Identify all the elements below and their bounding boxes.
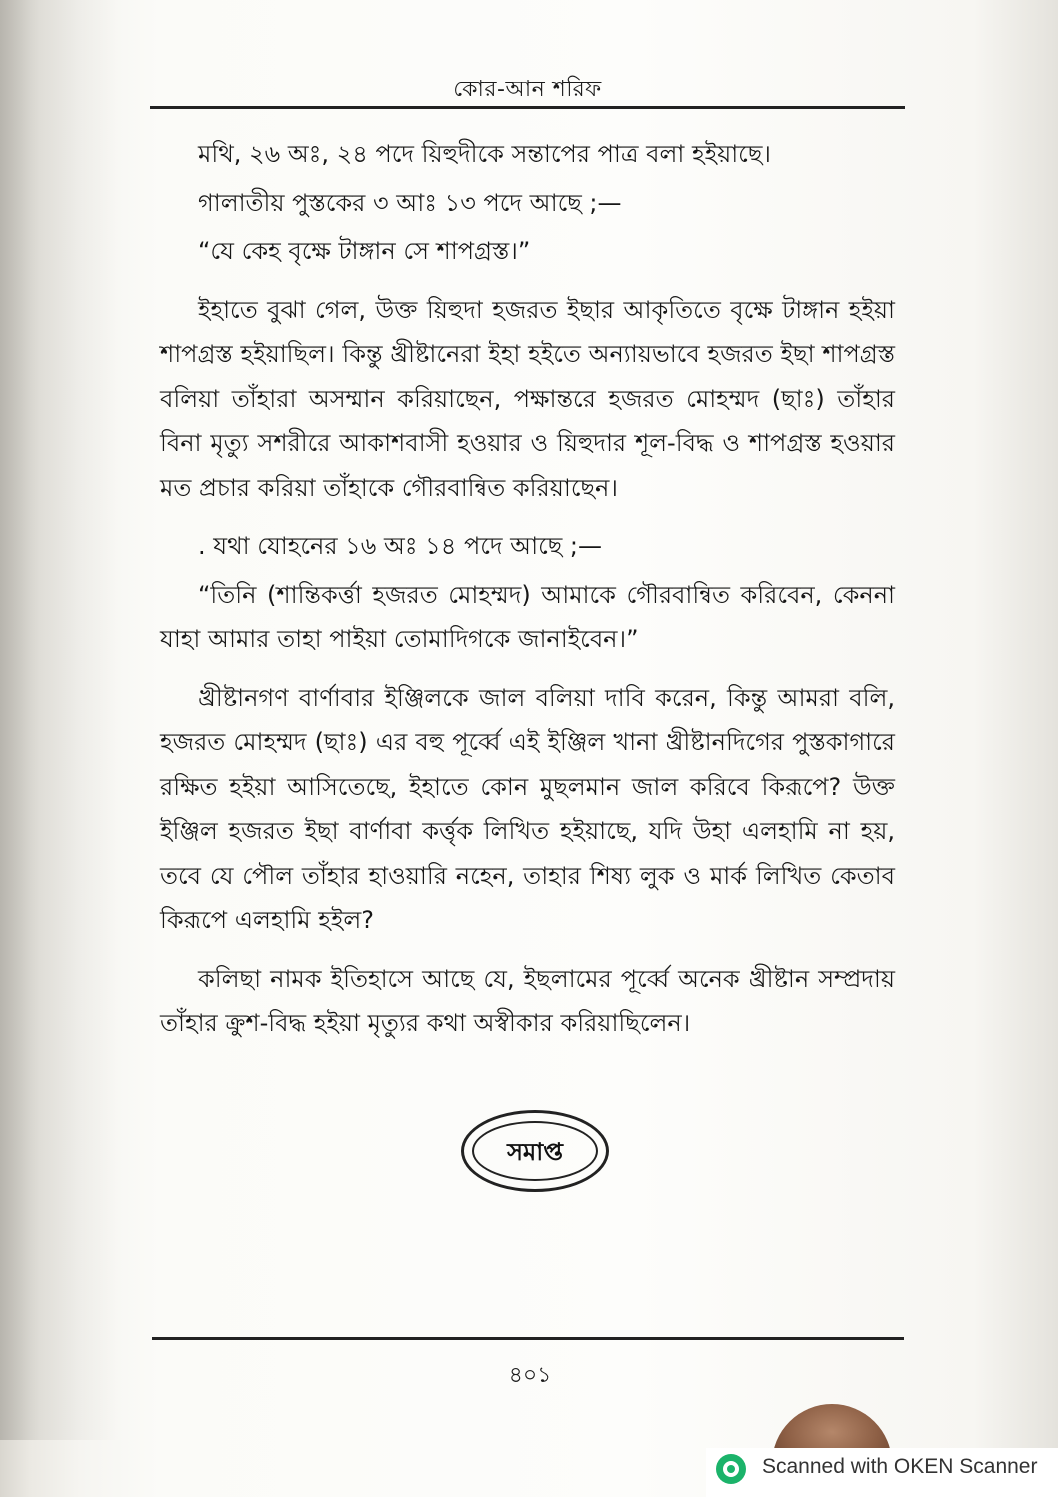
footer-rule: [152, 1337, 904, 1340]
paragraph-quote-1: “যে কেহ বৃক্ষে টাঙ্গান সে শাপগ্রস্ত।”: [198, 237, 531, 265]
end-label: সমাপ্ত: [507, 1138, 563, 1166]
paragraph-5: খ্রীষ্টানগণ বার্ণাবার ইঞ্জিলকে জাল বলিয়া দাবি করেন, কিন্তু আমরা বলি, হজরত মোহম্মদ (ছাঃ) এর বহু পূর্ব্বে এই ইঞ্জিল খানা খ্রীষ্টানদিগের পুস্তকাগারে রক্ষিত হইয়া আসিতেছে, ইহাতে কোন মুছলমান জাল করিবে কিরূপে? উক্ত ইঞ্জিল হজরত ইছা বার্ণাবা কর্ত্তৃক লিখিত হইয়াছে, যদি উহা এলহামি না হয়, তবে যে পৌল তাঁহার হাওয়ারি নহেন, তাহার শিষ্য লুক ও মার্ক লিখিত কেতাব কিরূপে এলহামি হইল?: [160, 683, 895, 934]
paragraph-1: মথি, ২৬ অঃ, ২৪ পদে য়িহুদীকে সন্তাপের পাত্র বলা হইয়াছে।: [198, 140, 771, 168]
paragraph-3: ইহাতে বুঝা গেল, উক্ত য়িহুদা হজরত ইছার আকৃতিতে বৃক্ষে টাঙ্গান হইয়া শাপগ্রস্ত হইয়াছিল। কিন্তু খ্রীষ্টানেরা ইহা হইতে অন্যায়ভাবে হজরত ইছা শাপগ্রস্ত বলিয়া তাঁহারা অসম্মান করিয়াছেন, পক্ষান্তরে হজরত মোহম্মদ (ছাঃ) তাঁহার বিনা মৃত্যু সশরীরে আকাশবাসী হওয়ার ও য়িহুদার শূল-বিদ্ধ ও শাপগ্রস্ত হওয়ার মত প্রচার করিয়া তাঁহাকে গৌরবান্বিত করিয়াছেন।: [160, 295, 895, 502]
running-title: কোর-আন শরিফ: [453, 77, 602, 102]
header-rule: [150, 106, 905, 109]
scanner-watermark: [706, 1448, 1058, 1497]
scanner-logo-icon: [716, 1454, 746, 1484]
paragraph-6: কলিছা নামক ইতিহাসে আছে যে, ইছলামের পূর্ব্বে অনেক খ্রীষ্টান সম্প্রদায় তাঁহার ক্রুশ-বিদ্ধ হইয়া মৃত্যুর কথা অস্বীকার করিয়াছিলেন।: [160, 964, 895, 1037]
end-ornament: [461, 1110, 609, 1192]
page-body: [160, 132, 895, 1060]
page-number: ৪০১: [508, 1363, 552, 1388]
paragraph-4: . যথা যোহনের ১৬ অঃ ১৪ পদে আছে ;—: [198, 532, 603, 560]
scanner-watermark-text: Scanned with OKEN Scanner: [762, 1455, 1038, 1478]
book-spine-shadow: [0, 0, 120, 1440]
paragraph-2: গালাতীয় পুস্তকের ৩ আঃ ১৩ পদে আছে ;—: [198, 188, 622, 217]
paragraph-quote-2: “তিনি (শান্তিকর্ত্তা হজরত মোহম্মদ) আমাকে গৌরবান্বিত করিবেন, কেননা যাহা আমার তাহা পাইয়া তোমাদিগকে জানাইবেন।”: [160, 580, 895, 653]
